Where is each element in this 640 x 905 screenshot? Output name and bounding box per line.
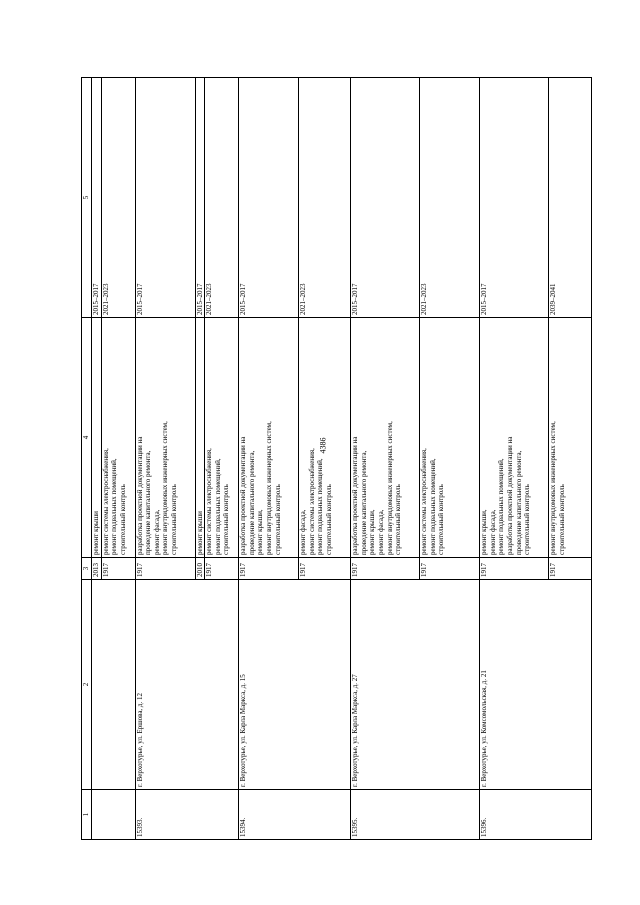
work-cell: [299, 318, 351, 558]
period-cell: 2021–2023: [299, 78, 351, 318]
year-cell: 1917: [480, 558, 549, 580]
table-row: [480, 78, 549, 840]
year-cell: 2013: [92, 558, 102, 580]
work-line: ремонт подвальных помещений,: [316, 458, 325, 555]
year-cell: 1917: [239, 558, 299, 580]
address-cell: [92, 580, 136, 790]
work-line: проведение капитального ремонта,: [144, 450, 153, 555]
work-line: строительный контроль: [437, 484, 446, 555]
work-line: ремонт фасада,: [488, 509, 497, 555]
work-line: ремонт фасада,: [376, 509, 385, 555]
work-line: ремонт подвальных помещений,: [213, 458, 222, 555]
work-line: ремонт системы электроснабжения,: [101, 448, 110, 555]
work-line: ремонт системы электроснабжения,: [307, 448, 316, 555]
rotated-page: [81, 78, 593, 840]
header-col-4: 4: [82, 318, 92, 558]
work-line: строительный контроль: [324, 484, 333, 555]
work-line: строительный контроль: [222, 484, 231, 555]
period-cell: 2021–2023: [420, 78, 480, 318]
year-cell: 1917: [135, 558, 195, 580]
work-line: разработка проектной документации на: [505, 436, 514, 555]
header-col-5: 5: [82, 78, 92, 318]
work-line: разработка проектной документации на: [351, 436, 360, 555]
work-line: ремонт внутридомовых инженерных систем,: [385, 421, 394, 555]
year-cell: 1917: [101, 558, 135, 580]
year-cell: 1917: [549, 558, 592, 580]
work-line: ремонт внутридомовых инженерных систем,: [161, 421, 170, 555]
work-line: строительный контроль: [118, 484, 127, 555]
work-line: ремонт крыши,: [480, 509, 489, 555]
work-line: ремонт фасада,: [152, 509, 161, 555]
table-body: [92, 78, 592, 840]
work-line: ремонт внутридомовых инженерных систем,: [549, 421, 558, 555]
row-number: 15395.: [351, 790, 480, 840]
year-cell: 1917: [420, 558, 480, 580]
work-line: ремонт крыши: [195, 511, 204, 555]
row-number: 15394.: [239, 790, 351, 840]
work-cell: [351, 318, 420, 558]
year-cell: 1917: [299, 558, 351, 580]
work-line: разработка проектной документации на: [135, 436, 144, 555]
year-cell: 1917: [351, 558, 420, 580]
work-line: ремонт крыши: [92, 511, 100, 555]
address-cell: г. Верхотурье, ул. Комсомольская, д. 21: [480, 580, 592, 790]
work-cell: [205, 318, 239, 558]
work-line: строительный контроль: [273, 484, 282, 555]
row-number: 15393.: [135, 790, 239, 840]
work-cell: [92, 318, 102, 558]
table-row: [135, 78, 195, 840]
address-cell: г. Верхотурье, ул. Карла Маркса, д. 15: [239, 580, 351, 790]
work-cell: [239, 318, 299, 558]
work-cell: [549, 318, 592, 558]
period-cell: 2015–2017: [92, 78, 102, 318]
work-line: строительный контроль: [394, 484, 403, 555]
row-number: 15396.: [480, 790, 592, 840]
work-line: строительный контроль: [523, 484, 532, 555]
work-line: строительный контроль: [169, 484, 178, 555]
header-col-3: 3: [82, 558, 92, 580]
period-cell: 2015–2017: [195, 78, 205, 318]
address-cell: г. Верхотурье, ул. Ершова, д. 12: [135, 580, 239, 790]
repair-schedule-table: [81, 77, 592, 840]
period-cell: 2015–2017: [351, 78, 420, 318]
work-line: ремонт подвальных помещений,: [110, 458, 119, 555]
work-line: ремонт подвальных помещений,: [497, 458, 506, 555]
work-cell: [195, 318, 205, 558]
work-line: ремонт системы электроснабжения,: [420, 448, 429, 555]
work-line: ремонт крыши,: [256, 509, 265, 555]
work-line: проведение капитального ремонта,: [514, 450, 523, 555]
header-col-2: 2: [82, 580, 92, 790]
work-line: ремонт системы электроснабжения,: [205, 448, 214, 555]
period-cell: 2039–2041: [549, 78, 592, 318]
work-line: проведение капитального ремонта,: [359, 450, 368, 555]
address-cell: г. Верхотурье, ул. Карла Маркса, д. 27: [351, 580, 480, 790]
period-cell: 2021–2023: [205, 78, 239, 318]
table-row: [351, 78, 420, 840]
work-cell: [420, 318, 480, 558]
header-row: [82, 78, 92, 840]
work-line: ремонт фасада,: [299, 509, 308, 555]
page-number: 4386: [318, 437, 328, 454]
work-line: ремонт внутридомовых инженерных систем,: [264, 421, 273, 555]
period-cell: 2015–2017: [480, 78, 549, 318]
period-cell: 2015–2017: [135, 78, 195, 318]
work-line: разработка проектной документации на: [239, 436, 248, 555]
work-line: строительный контроль: [557, 484, 566, 555]
work-cell: [480, 318, 549, 558]
year-cell: 1917: [205, 558, 239, 580]
work-line: ремонт крыши,: [368, 509, 377, 555]
work-cell: [101, 318, 135, 558]
year-cell: 2010: [195, 558, 205, 580]
work-cell: [135, 318, 195, 558]
work-line: проведение капитального ремонта,: [247, 450, 256, 555]
period-cell: 2021–2023: [101, 78, 135, 318]
table-row: [92, 78, 102, 840]
header-col-1: 1: [82, 790, 92, 840]
row-number: [92, 790, 136, 840]
period-cell: 2015–2017: [239, 78, 299, 318]
table-row: [239, 78, 299, 840]
work-line: ремонт подвальных помещений,: [428, 458, 437, 555]
